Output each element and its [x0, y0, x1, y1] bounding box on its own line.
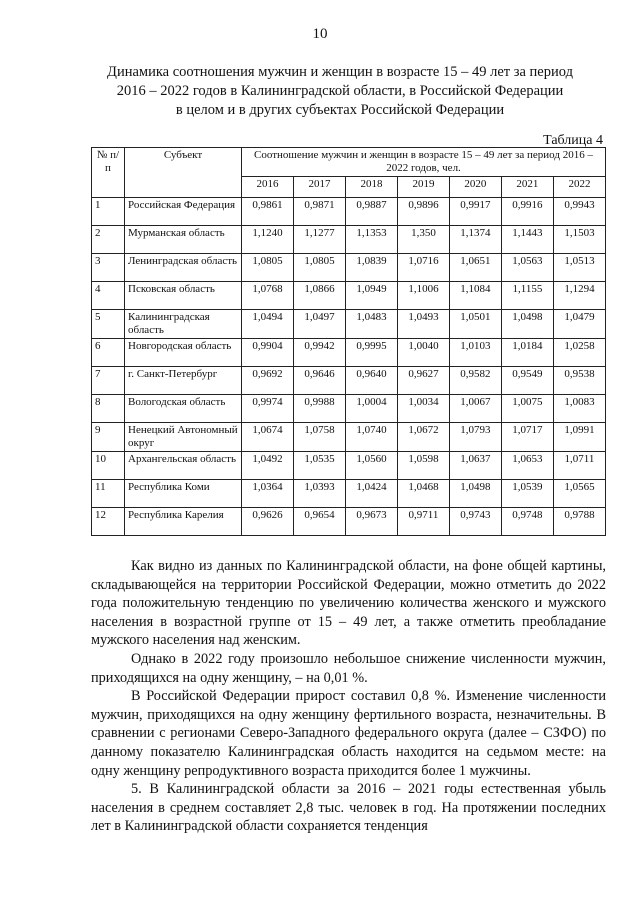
table-row	[92, 452, 606, 480]
header-year: 2017	[293, 177, 345, 198]
ratio-value: 0,9654	[293, 508, 345, 536]
ratio-value: 1,0483	[345, 310, 397, 339]
ratio-value: 1,0393	[293, 480, 345, 508]
ratio-value: 1,0067	[449, 395, 501, 423]
paragraph: 5. В Калининградской области за 2016 – 2021 годы естественная убыль населения в среднем составляет 2,8 тыс. человек в год. На протяжении последних лет в Калининградской области сохраняется тенденция	[91, 781, 606, 835]
ratio-value: 1,0497	[293, 310, 345, 339]
ratio-value: 1,0004	[345, 395, 397, 423]
ratio-value: 1,0839	[345, 254, 397, 282]
ratio-value: 0,9627	[397, 367, 449, 395]
ratio-value: 1,1374	[449, 226, 501, 254]
ratio-value: 1,0258	[553, 339, 605, 367]
document-title	[90, 63, 590, 120]
ratio-value: 1,0565	[553, 480, 605, 508]
ratio-value: 0,9549	[501, 367, 553, 395]
row-number: 7	[92, 367, 125, 395]
table-row	[92, 508, 606, 536]
ratio-value: 0,9917	[449, 198, 501, 226]
ratio-value: 0,9942	[293, 339, 345, 367]
row-subject: Республика Карелия	[125, 508, 242, 536]
ratio-value: 1,0651	[449, 254, 501, 282]
row-number: 10	[92, 452, 125, 480]
ratio-value: 1,0083	[553, 395, 605, 423]
table-body	[92, 198, 606, 536]
row-number: 4	[92, 282, 125, 310]
row-subject: Калининградская область	[125, 310, 242, 339]
ratio-value: 0,9861	[242, 198, 294, 226]
table-caption: Таблица 4	[543, 133, 603, 148]
ratio-value: 1,0563	[501, 254, 553, 282]
row-subject: Ненецкий Автономный округ	[125, 423, 242, 452]
row-subject: Ленинградская область	[125, 254, 242, 282]
ratio-value: 0,9887	[345, 198, 397, 226]
ratio-value: 1,0740	[345, 423, 397, 452]
row-subject: Псковская область	[125, 282, 242, 310]
ratio-value: 1,1503	[553, 226, 605, 254]
paragraph: В Российской Федерации прирост составил 0,8 %. Изменение численности мужчин, приходящихся на одну женщину фертильного возраста, незначительны. В сравнении с регионами Северо-Западного федерального округа (далее – СЗФО) по данному показателю Калининградская область находится на седьмом месте: на одну женщину репродуктивного возраста приходится более 1 мужчины.	[91, 688, 606, 779]
ratio-value: 1,0103	[449, 339, 501, 367]
row-subject: Российская Федерация	[125, 198, 242, 226]
ratio-value: 0,9538	[553, 367, 605, 395]
ratio-value: 0,9640	[345, 367, 397, 395]
header-year: 2018	[345, 177, 397, 198]
row-number: 5	[92, 310, 125, 339]
ratio-value: 0,9871	[293, 198, 345, 226]
title-line: 2016 – 2022 годов в Калининградской области, в Российской Федерации	[116, 83, 564, 99]
ratio-value: 1,0513	[553, 254, 605, 282]
ratio-value: 0,9995	[345, 339, 397, 367]
row-number: 8	[92, 395, 125, 423]
ratio-value: 0,9692	[242, 367, 294, 395]
ratio-value: 1,0498	[449, 480, 501, 508]
header-year: 2022	[553, 177, 605, 198]
paragraph: Однако в 2022 году произошло небольшое снижение численности мужчин, приходящихся на одну женщину, – на 0,01 %.	[91, 650, 606, 686]
table-row	[92, 310, 606, 339]
table-header-row	[92, 148, 606, 177]
ratio-value: 1,0637	[449, 452, 501, 480]
ratio-value: 1,350	[397, 226, 449, 254]
ratio-value: 1,1240	[242, 226, 294, 254]
header-year: 2016	[242, 177, 294, 198]
ratio-value: 1,0711	[553, 452, 605, 480]
body-text	[91, 557, 606, 836]
table-row	[92, 423, 606, 452]
ratio-value: 1,0492	[242, 452, 294, 480]
ratio-value: 1,0866	[293, 282, 345, 310]
ratio-value: 1,0672	[397, 423, 449, 452]
header-num: № п/п	[92, 148, 125, 198]
table-row	[92, 339, 606, 367]
page-number: 10	[312, 26, 328, 42]
ratio-value: 1,0501	[449, 310, 501, 339]
table-row	[92, 395, 606, 423]
ratio-value: 0,9988	[293, 395, 345, 423]
ratio-table	[91, 147, 606, 536]
ratio-value: 1,0949	[345, 282, 397, 310]
ratio-value: 1,1155	[501, 282, 553, 310]
header-year: 2021	[501, 177, 553, 198]
ratio-value: 1,0768	[242, 282, 294, 310]
ratio-value: 1,1443	[501, 226, 553, 254]
ratio-value: 1,0653	[501, 452, 553, 480]
ratio-value: 0,9904	[242, 339, 294, 367]
row-number: 1	[92, 198, 125, 226]
ratio-value: 1,0364	[242, 480, 294, 508]
header-ratio: Соотношение мужчин и женщин в возрасте 15 – 49 лет за период 2016 – 2022 годов, чел.	[242, 148, 606, 177]
ratio-value: 1,0717	[501, 423, 553, 452]
ratio-value: 0,9646	[293, 367, 345, 395]
ratio-value: 1,0040	[397, 339, 449, 367]
ratio-value: 1,0493	[397, 310, 449, 339]
ratio-value: 1,0716	[397, 254, 449, 282]
header-year: 2019	[397, 177, 449, 198]
table-row	[92, 226, 606, 254]
ratio-value: 1,1006	[397, 282, 449, 310]
ratio-value: 0,9582	[449, 367, 501, 395]
ratio-value: 1,1277	[293, 226, 345, 254]
ratio-value: 1,0674	[242, 423, 294, 452]
ratio-value: 0,9711	[397, 508, 449, 536]
ratio-value: 0,9916	[501, 198, 553, 226]
ratio-value: 1,1353	[345, 226, 397, 254]
title-line: Динамика соотношения мужчин и женщин в возрасте 15 – 49 лет за период	[107, 64, 573, 80]
row-subject: г. Санкт-Петербург	[125, 367, 242, 395]
row-number: 9	[92, 423, 125, 452]
ratio-value: 1,0424	[345, 480, 397, 508]
ratio-value: 1,0758	[293, 423, 345, 452]
table-row	[92, 367, 606, 395]
ratio-value: 0,9743	[449, 508, 501, 536]
ratio-value: 1,0793	[449, 423, 501, 452]
row-number: 2	[92, 226, 125, 254]
paragraph: Как видно из данных по Калининградской области, на фоне общей картины, складывающейся на территории Российской Федерации, можно отметить до 2022 года положительную тенденцию по увеличению количества женского и мужского населения в возрастной группе от 15 – 49 лет, а также отметить преобладание мужского населения над женским.	[91, 558, 606, 649]
table-row	[92, 198, 606, 226]
ratio-value: 1,0498	[501, 310, 553, 339]
ratio-value: 1,1084	[449, 282, 501, 310]
ratio-value: 1,0991	[553, 423, 605, 452]
title-line: в целом и в других субъектах Российской Федерации	[175, 102, 505, 118]
ratio-value: 1,0805	[293, 254, 345, 282]
row-subject: Мурманская область	[125, 226, 242, 254]
ratio-value: 0,9748	[501, 508, 553, 536]
row-subject: Новгородская область	[125, 339, 242, 367]
ratio-value: 0,9626	[242, 508, 294, 536]
ratio-value: 1,0075	[501, 395, 553, 423]
row-number: 6	[92, 339, 125, 367]
table-row	[92, 480, 606, 508]
ratio-value: 1,0598	[397, 452, 449, 480]
ratio-value: 1,1294	[553, 282, 605, 310]
row-subject: Архангельская область	[125, 452, 242, 480]
ratio-value: 1,0805	[242, 254, 294, 282]
row-subject: Республика Коми	[125, 480, 242, 508]
row-subject: Вологодская область	[125, 395, 242, 423]
header-year: 2020	[449, 177, 501, 198]
header-subject: Субъект	[125, 148, 242, 198]
ratio-value: 0,9943	[553, 198, 605, 226]
ratio-value: 0,9788	[553, 508, 605, 536]
ratio-value: 0,9974	[242, 395, 294, 423]
ratio-value: 1,0560	[345, 452, 397, 480]
ratio-value: 1,0468	[397, 480, 449, 508]
table-row	[92, 282, 606, 310]
ratio-value: 0,9673	[345, 508, 397, 536]
ratio-value: 1,0535	[293, 452, 345, 480]
row-number: 12	[92, 508, 125, 536]
ratio-value: 1,0539	[501, 480, 553, 508]
ratio-value: 1,0184	[501, 339, 553, 367]
table-row	[92, 254, 606, 282]
ratio-value: 1,0494	[242, 310, 294, 339]
ratio-value: 1,0034	[397, 395, 449, 423]
row-number: 11	[92, 480, 125, 508]
row-number: 3	[92, 254, 125, 282]
ratio-value: 1,0479	[553, 310, 605, 339]
ratio-value: 0,9896	[397, 198, 449, 226]
